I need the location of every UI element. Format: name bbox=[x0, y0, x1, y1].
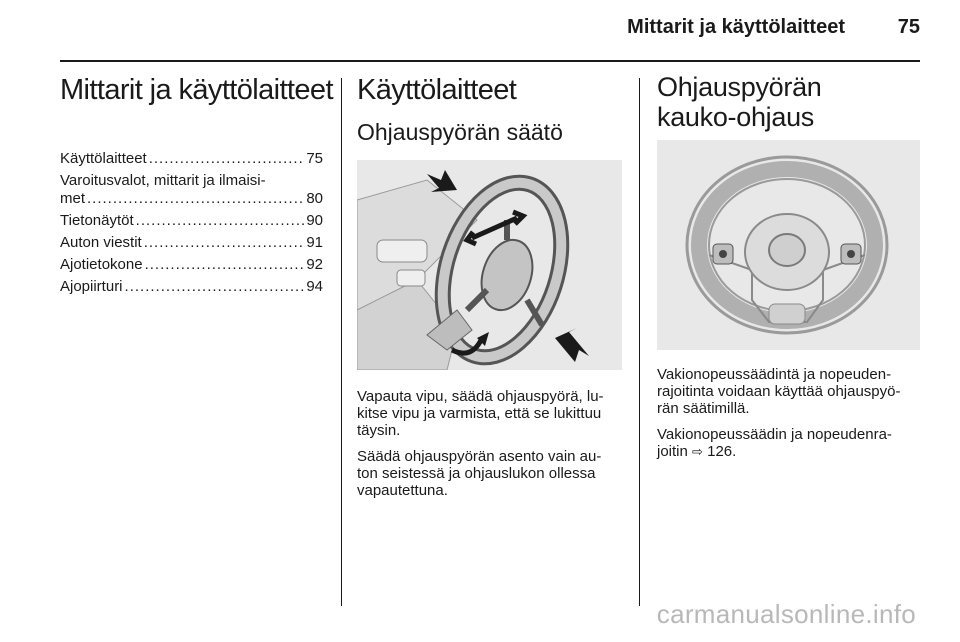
toc-leader-dots bbox=[144, 234, 305, 252]
toc-entry-label: met bbox=[60, 190, 86, 207]
toc-title: Mittarit ja käyttölaitteet bbox=[60, 74, 333, 106]
steering-adjustment-illustration bbox=[357, 160, 622, 370]
toc-entry[interactable] bbox=[60, 278, 323, 296]
toc-leader-dots bbox=[125, 278, 305, 296]
toc-entry-label: Auton viestit bbox=[60, 234, 142, 251]
toc-leader-dots bbox=[136, 212, 305, 230]
toc-leader-dots bbox=[87, 190, 304, 208]
column-divider bbox=[639, 78, 640, 606]
instruction-paragraph: Vapauta vipu, säädä ohjauspyörä, lu- kitse vipu ja varmista, että se lukittuu täysin. bbox=[357, 388, 604, 439]
remote-control-column bbox=[657, 72, 920, 469]
toc-list bbox=[60, 150, 323, 296]
instruction-paragraph: Säädä ohjauspyörän asento vain au- ton seistessä ja ohjauslukon ollessa vapautettuna. bbox=[357, 448, 602, 499]
toc-leader-dots bbox=[149, 150, 305, 168]
header-rule bbox=[60, 60, 920, 62]
steering-wheel-drawing bbox=[657, 140, 920, 350]
toc-entry-page: 90 bbox=[306, 212, 323, 229]
toc-entry-label-line: Varoitusvalot, mittarit ja ilmaisi- bbox=[60, 172, 266, 189]
steering-wheel-illustration bbox=[657, 140, 920, 350]
section-title: Käyttölaitteet bbox=[357, 74, 517, 106]
remote-paragraph: Vakionopeussäädintä ja nopeuden- rajoitinta voidaan käyttää ohjauspyö- rän säätimillä. bbox=[657, 366, 901, 417]
steering-column-drawing bbox=[357, 160, 622, 370]
toc-entry-page: 80 bbox=[306, 190, 323, 207]
toc-entry-page: 91 bbox=[306, 234, 323, 251]
toc-entry-page: 94 bbox=[306, 278, 323, 295]
toc-entry-label: Ajotietokone bbox=[60, 256, 143, 273]
toc-entry-label: Tietonäytöt bbox=[60, 212, 134, 229]
toc-entry[interactable] bbox=[60, 212, 323, 230]
watermark: carmanualsonline.info bbox=[656, 599, 916, 629]
toc-entry[interactable] bbox=[60, 234, 323, 252]
toc-entry-label: Ajopiirturi bbox=[60, 278, 123, 295]
cross-reference-text: Vakionopeussäädin ja nopeudenra- joitin bbox=[657, 426, 892, 460]
cross-reference-page: 126. bbox=[707, 443, 737, 460]
toc-entry[interactable] bbox=[60, 256, 323, 274]
running-header-title: Mittarit ja käyttölaitteet bbox=[627, 16, 845, 38]
toc-column bbox=[60, 72, 333, 300]
remote-section-title: Ohjauspyörän kauko-ohjaus bbox=[657, 72, 822, 132]
cross-reference[interactable] bbox=[657, 426, 920, 460]
section-subtitle: Ohjauspyörän säätö bbox=[357, 119, 563, 145]
toc-entry-page: 92 bbox=[306, 256, 323, 273]
column-divider bbox=[341, 78, 342, 606]
toc-entry-label: Käyttölaitteet bbox=[60, 150, 147, 167]
toc-entry-page: 75 bbox=[306, 150, 323, 167]
toc-leader-dots bbox=[145, 256, 305, 274]
toc-entry[interactable] bbox=[60, 172, 323, 208]
page-number: 75 bbox=[897, 16, 920, 38]
adjustment-column bbox=[357, 72, 622, 508]
reference-arrow-icon: ⇨ bbox=[692, 444, 703, 459]
toc-entry[interactable] bbox=[60, 150, 323, 168]
